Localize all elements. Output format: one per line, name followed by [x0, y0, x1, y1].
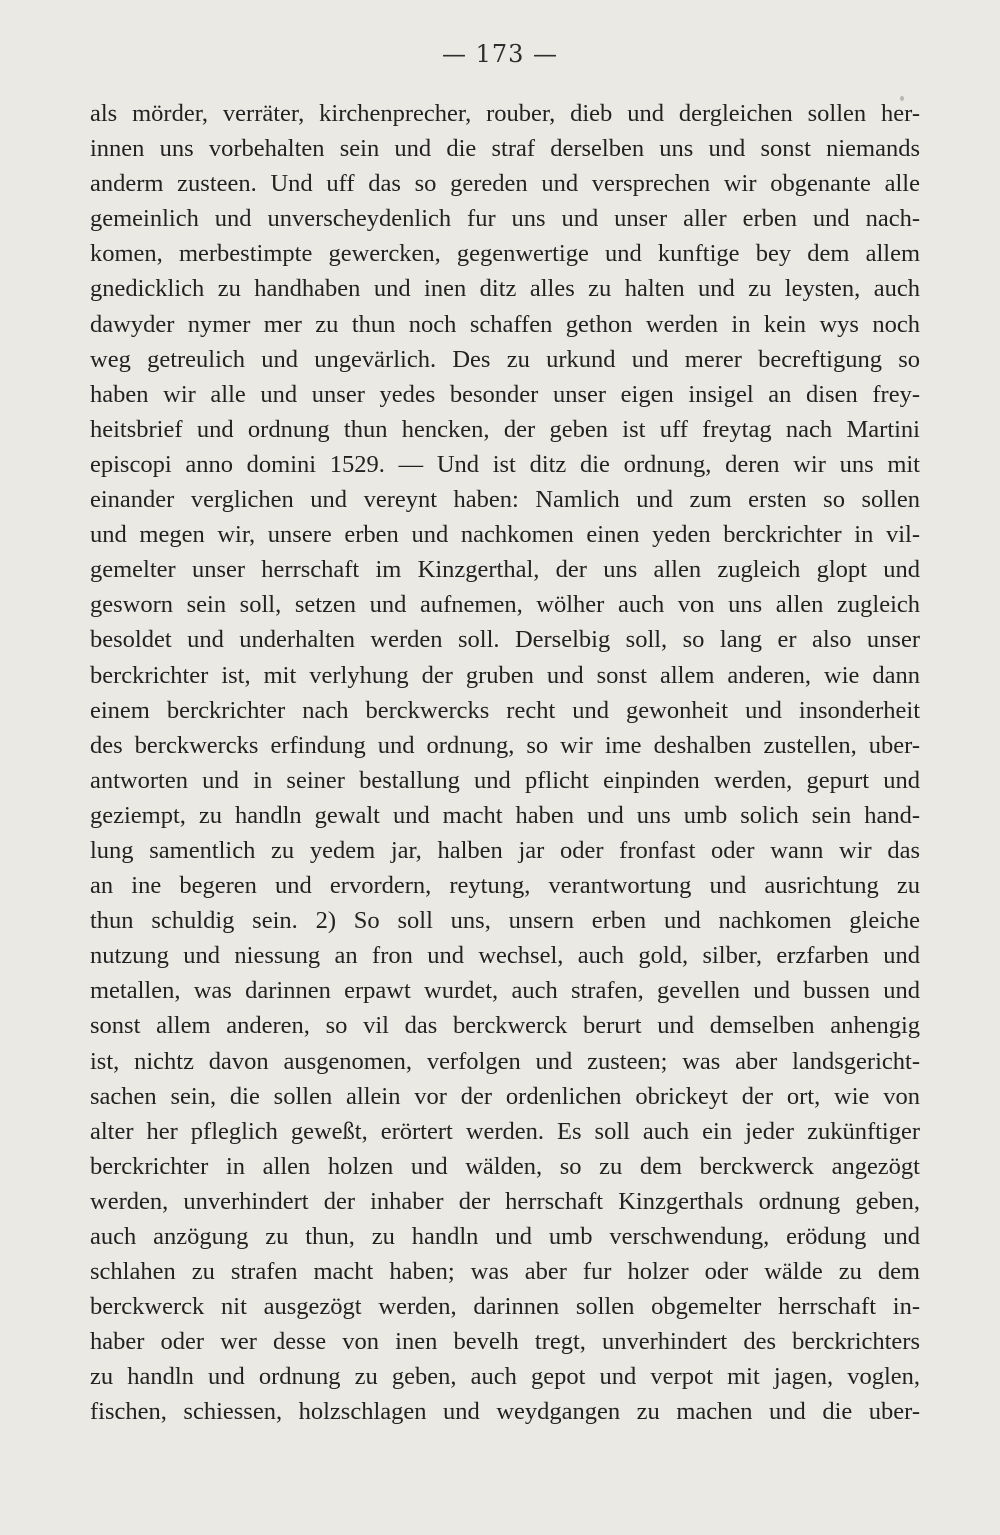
text-line: an ine begeren und ervordern, reytung, verantwortung und ausrichtung zu: [90, 872, 920, 900]
text-line: auch anzögung zu thun, zu handln und umb verschwendung, erödung und: [90, 1223, 920, 1250]
text-line: berckrichter ist, mit verlyhung der gruben und sonst allem anderen, wie dann: [90, 661, 920, 689]
text-line: geziempt, zu handln gewalt und macht haben und uns umb solich sein hand-: [90, 801, 920, 829]
text-line: dawyder nymer mer zu thun noch schaffen gethon werden in kein wys noch: [90, 310, 920, 338]
text-line: gnedicklich zu handhaben und inen ditz alles zu halten und zu leysten, auch: [90, 275, 920, 303]
text-line: haber oder wer desse von inen bevelh tregt, unverhindert des berckrichters: [90, 1328, 920, 1356]
text-line: und megen wir, unsere erben und nachkomen einen yeden berckrichter in vil-: [90, 521, 920, 549]
text-line: als mörder, verräter, kirchenprecher, rouber, dieb und dergleichen sollen her-: [90, 100, 920, 127]
text-line: nutzung und niessung an fron und wechsel, auch gold, silber, erzfarben und: [90, 942, 920, 970]
text-line: schlahen zu strafen macht haben; was aber fur holzer oder wälde zu dem: [90, 1258, 920, 1286]
text-line: sachen sein, die sollen allein vor der ordenlichen obrickeyt der ort, wie von: [90, 1082, 920, 1110]
text-line: gemelter unser herrschaft im Kinzgerthal, der uns allen zugleich glopt und: [90, 556, 920, 584]
text-line: einander verglichen und vereynt haben: Namlich und zum ersten so sollen: [90, 486, 920, 514]
text-line: des berckwercks erfindung und ordnung, so wir ime deshalben zustellen, uber-: [90, 731, 920, 759]
text-line: lung samentlich zu yedem jar, halben jar oder fronfast oder wann wir das: [90, 836, 920, 864]
text-line: heitsbrief und ordnung thun hencken, der geben ist uff freytag nach Martini: [90, 415, 920, 443]
text-line: berckwerck nit ausgezögt werden, darinnen sollen obgemelter herrschaft in-: [90, 1293, 920, 1321]
text-line: anderm zusteen. Und uff das so gereden und versprechen wir obgenante alle: [90, 170, 920, 198]
text-line: antworten und in seiner bestallung und pflicht einpinden werden, gepurt und: [90, 766, 920, 794]
text-line: episcopi anno domini 1529. — Und ist ditz die ordnung, deren wir uns mit: [90, 450, 920, 478]
text-line: werden, unverhindert der inhaber der herrschaft Kinzgerthals ordnung geben,: [90, 1187, 920, 1215]
body-text: [90, 96, 920, 1430]
text-line: berckrichter in allen holzen und wälden, so zu dem berckwerck angezögt: [90, 1152, 920, 1180]
text-line: sonst allem anderen, so vil das berckwerck berurt und demselben anhengig: [90, 1012, 920, 1040]
text-line: besoldet und underhalten werden soll. Derselbig soll, so lang er also unser: [90, 626, 920, 654]
text-line: gesworn sein soll, setzen und aufnemen, wölher auch von uns allen zugleich: [90, 591, 920, 619]
text-line: haben wir alle und unser yedes besonder unser eigen insigel an disen frey-: [90, 380, 920, 408]
text-line: einem berckrichter nach berckwercks recht und gewonheit und insonderheit: [90, 696, 920, 724]
text-line: gemeinlich und unverscheydenlich fur uns und unser aller erben und nach-: [90, 205, 920, 233]
text-line: weg getreulich und ungevärlich. Des zu urkund und merer becreftigung so: [90, 345, 920, 373]
page-number: — 173 —: [441, 40, 559, 68]
text-line: innen uns vorbehalten sein und die straf derselben uns und sonst niemands: [90, 135, 920, 163]
text-line: thun schuldig sein. 2) So soll uns, unsern erben und nachkomen gleiche: [90, 907, 920, 935]
text-line: komen, merbestimpte gewercken, gegenwertige und kunftige bey dem allem: [90, 240, 920, 268]
text-line: zu handln und ordnung zu geben, auch gepot und verpot mit jagen, voglen,: [90, 1363, 920, 1391]
text-line: alter her pfleglich geweßt, erörtert werden. Es soll auch ein jeder zukünftiger: [90, 1117, 920, 1145]
text-line: metallen, was darinnen erpawt wurdet, auch strafen, gevellen und bussen und: [90, 977, 920, 1005]
text-line: fischen, schiessen, holzschlagen und weydgangen zu machen und die uber-: [90, 1398, 920, 1426]
text-line: ist, nichtz davon ausgenomen, verfolgen und zusteen; was aber landsgericht-: [90, 1047, 920, 1075]
